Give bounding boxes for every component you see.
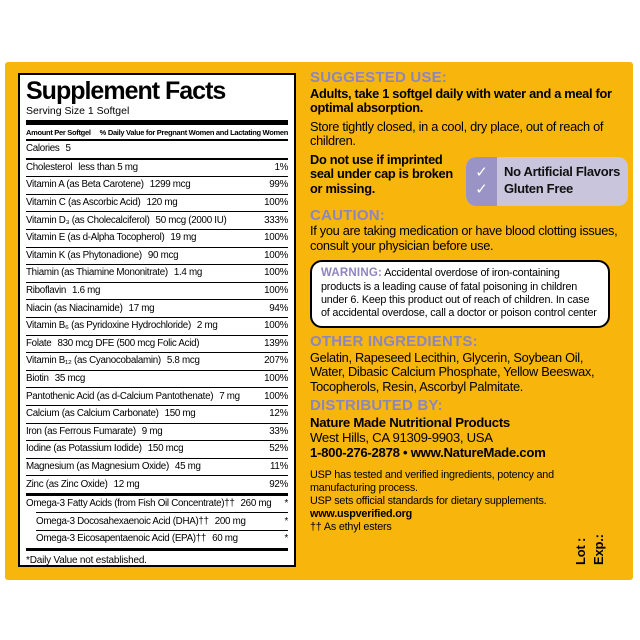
nutrient-row [26, 317, 288, 335]
nutrient-name: Vitamin B₆ (as Pyridoxine Hydrochloride) [26, 320, 191, 332]
nutrient-daily-value: 100% [264, 390, 288, 402]
nutrient-row [26, 405, 288, 423]
nutrient-row [26, 423, 288, 441]
iron-warning-box [310, 260, 610, 328]
distributor-contact: 1-800-276-2878 • www.NatureMade.com [310, 445, 546, 461]
nutrient-amount: 90 mcg [147, 249, 179, 261]
nutrient-name: Vitamin B₁₂ (as Cyanocobalamin) [26, 355, 161, 367]
nutrient-amount: 2 mg [196, 320, 218, 332]
nutrient-name: Calcium (as Calcium Carbonate) [26, 408, 159, 420]
table-header [26, 125, 288, 141]
column-header-daily-value: % Daily Value for Pregnant Women and Lactating Women [99, 128, 288, 137]
nutrient-daily-value: 92% [269, 478, 288, 490]
nutrient-row [26, 299, 288, 317]
caution-heading: CAUTION: [310, 206, 385, 224]
suggested-use-directions: Adults, take 1 softgel daily with water and a meal for optimal absorption. [310, 85, 612, 116]
nutrient-row [26, 141, 288, 158]
nutrient-daily-value: * [284, 515, 288, 527]
nutrient-row [26, 194, 288, 212]
nutrient-name: Omega-3 Fatty Acids (from Fish Oil Concentrate)†† [26, 498, 235, 510]
distributor-address: West Hills, CA 91309-9903, USA [310, 430, 493, 446]
supplement-facts-panel [18, 73, 296, 567]
claims-badge-tab [466, 157, 497, 206]
nutrient-row [26, 387, 288, 405]
nutrient-amount: 830 mcg DFE (500 mcg Folic Acid) [57, 337, 200, 349]
claim-gluten-free: Gluten Free [504, 180, 573, 196]
nutrient-name: Vitamin E (as d-Alpha Tocopherol) [26, 232, 165, 244]
nutrient-daily-value: 12% [269, 408, 288, 420]
storage-instructions: Store tightly closed, in a cool, dry place, out of reach of children. [310, 118, 604, 149]
nutrient-amount: 200 mg [214, 515, 246, 527]
nutrient-daily-value: 100% [264, 197, 288, 209]
nutrient-row [26, 458, 288, 476]
nutrient-amount: 150 mcg [147, 443, 184, 455]
nutrient-daily-value: 33% [269, 425, 288, 437]
nutrient-row [26, 247, 288, 265]
nutrient-amount: 12 mg [113, 478, 140, 490]
nutrient-daily-value: 100% [264, 232, 288, 244]
nutrient-name: Vitamin C (as Ascorbic Acid) [26, 197, 141, 209]
other-ingredients-text: Gelatin, Rapeseed Lecithin, Glycerin, Soybean Oil, Water, Dibasic Calcium Phosphate, Yellow Beeswax, Tocopherols, Resin, Ascorbyl Palmitate. [310, 349, 595, 394]
usp-line: †† As ethyl esters [310, 521, 392, 534]
serving-size: Serving Size 1 Softgel [26, 105, 130, 117]
nutrient-amount: 1.6 mg [72, 285, 101, 297]
nutrient-amount: 17 mg [128, 302, 155, 314]
nutrient-daily-value: 100% [264, 285, 288, 297]
nutrient-name: Vitamin D₃ (as Cholecalciferol) [26, 214, 150, 226]
nutrient-daily-value: 100% [264, 373, 288, 385]
suggested-use-heading: SUGGESTED USE: [310, 69, 447, 86]
usp-line: USP sets official standards for dietary supplements. [310, 495, 547, 508]
nutrient-amount: 9 mg [141, 425, 163, 437]
warning-heading: WARNING: [321, 267, 383, 280]
claim-no-artificial-flavors: No Artificial Flavors [504, 163, 621, 179]
nutrient-amount: 5 [65, 143, 71, 155]
nutrient-table [26, 141, 288, 548]
nutrient-name: Niacin (as Niacinamide) [26, 302, 123, 314]
nutrient-name: Magnesium (as Magnesium Oxide) [26, 460, 169, 472]
column-header-amount: Amount Per Softgel [26, 128, 91, 137]
nutrient-amount: 19 mg [170, 232, 197, 244]
nutrient-row [26, 352, 288, 370]
nutrient-name: Vitamin K (as Phytonadione) [26, 249, 142, 261]
nutrient-daily-value: 94% [269, 302, 288, 314]
nutrient-daily-value: 100% [264, 320, 288, 332]
caution-text: If you are taking medication or have blood clotting issues, consult your physician before use. [310, 223, 618, 253]
nutrient-name: Thiamin (as Thiamine Mononitrate) [26, 267, 168, 279]
nutrient-name: Biotin [26, 373, 49, 385]
nutrient-amount: 5.8 mcg [166, 355, 200, 367]
nutrient-name: Iodine (as Potassium Iodide) [26, 443, 142, 455]
usp-verification-text [310, 469, 578, 534]
nutrient-daily-value: * [284, 498, 288, 510]
nutrient-amount: less than 5 mg [78, 161, 138, 173]
checkmark-icon: ✓ [475, 181, 488, 199]
nutrient-row [26, 211, 288, 229]
lot-exp-area [572, 509, 614, 565]
warning-text: Accidental overdose of iron-containing products is a leading cause of fatal poisoning in children under 6. Keep this product out of reach of children. In case of accidental overdose, call a doctor or poison control center [321, 267, 597, 319]
nutrient-daily-value: 1% [274, 161, 288, 173]
nutrient-name: Vitamin A (as Beta Carotene) [26, 179, 144, 191]
checkmark-icon: ✓ [475, 164, 488, 182]
nutrient-name: Folate [26, 337, 52, 349]
product-label [5, 62, 633, 580]
nutrient-daily-value: 100% [264, 267, 288, 279]
nutrient-row [26, 493, 288, 513]
nutrient-daily-value: 99% [269, 179, 288, 191]
seal-warning-row [310, 153, 630, 206]
nutrient-row [26, 158, 288, 177]
seal-warning-text: Do not use if imprinted seal under cap is broken or missing. [310, 151, 453, 196]
nutrient-row [26, 264, 288, 282]
nutrient-name: Riboflavin [26, 285, 67, 297]
nutrient-name: Calories [26, 143, 60, 155]
nutrient-amount: 1.4 mg [173, 267, 202, 279]
nutrient-amount: 50 mcg (2000 IU) [155, 214, 227, 226]
usp-line: www.uspverified.org [310, 508, 412, 521]
nutrient-name: Omega-3 Docosahexaenoic Acid (DHA)†† [36, 515, 209, 527]
nutrient-amount: 45 mg [174, 460, 201, 472]
nutrient-amount: 260 mg [240, 498, 272, 510]
nutrient-name: Iron (as Ferrous Fumarate) [26, 425, 136, 437]
nutrient-amount: 150 mg [164, 408, 196, 420]
claims-badge [466, 157, 628, 206]
nutrient-row [26, 335, 288, 353]
lot-label: Lot : [573, 537, 588, 565]
nutrient-row [26, 282, 288, 300]
nutrient-amount: 7 mg [219, 390, 240, 402]
nutrient-row [36, 512, 288, 530]
usp-line: USP has tested and verified ingredients, potency and manufacturing process. [310, 469, 554, 495]
exp-label: Exp.: [590, 534, 606, 565]
nutrient-row [36, 530, 288, 548]
nutrient-daily-value: 11% [270, 460, 288, 472]
right-column [310, 70, 630, 534]
nutrient-daily-value: 100% [264, 249, 288, 261]
nutrient-amount: 35 mcg [54, 373, 86, 385]
supplement-facts-title: Supplement Facts [26, 77, 226, 105]
nutrient-daily-value: 207% [264, 355, 288, 367]
nutrient-daily-value: 52% [269, 443, 288, 455]
daily-value-footnote: *Daily Value not established. [26, 548, 288, 568]
nutrient-daily-value: 139% [264, 337, 288, 349]
nutrient-row [26, 440, 288, 458]
nutrient-row [26, 475, 288, 493]
distributor-name: Nature Made Nutritional Products [310, 414, 510, 430]
nutrient-name: Omega-3 Eicosapentaenoic Acid (EPA)†† [36, 533, 207, 545]
nutrient-row [26, 176, 288, 194]
nutrient-amount: 60 mg [212, 533, 238, 545]
claims-badge-text [497, 157, 626, 206]
nutrient-daily-value: * [284, 533, 288, 545]
distributed-by-heading: DISTRIBUTED BY: [310, 397, 443, 415]
nutrient-name: Zinc (as Zinc Oxide) [26, 478, 108, 490]
nutrient-daily-value: 333% [264, 214, 288, 226]
nutrient-row [26, 229, 288, 247]
nutrient-amount: 120 mg [146, 197, 178, 209]
nutrient-amount: 1299 mcg [149, 179, 191, 191]
nutrient-name: Pantothenic Acid (as d-Calcium Pantothenate) [26, 390, 214, 402]
other-ingredients-heading: OTHER INGREDIENTS: [310, 333, 478, 351]
nutrient-row [26, 370, 288, 388]
nutrient-name: Cholesterol [26, 161, 73, 173]
